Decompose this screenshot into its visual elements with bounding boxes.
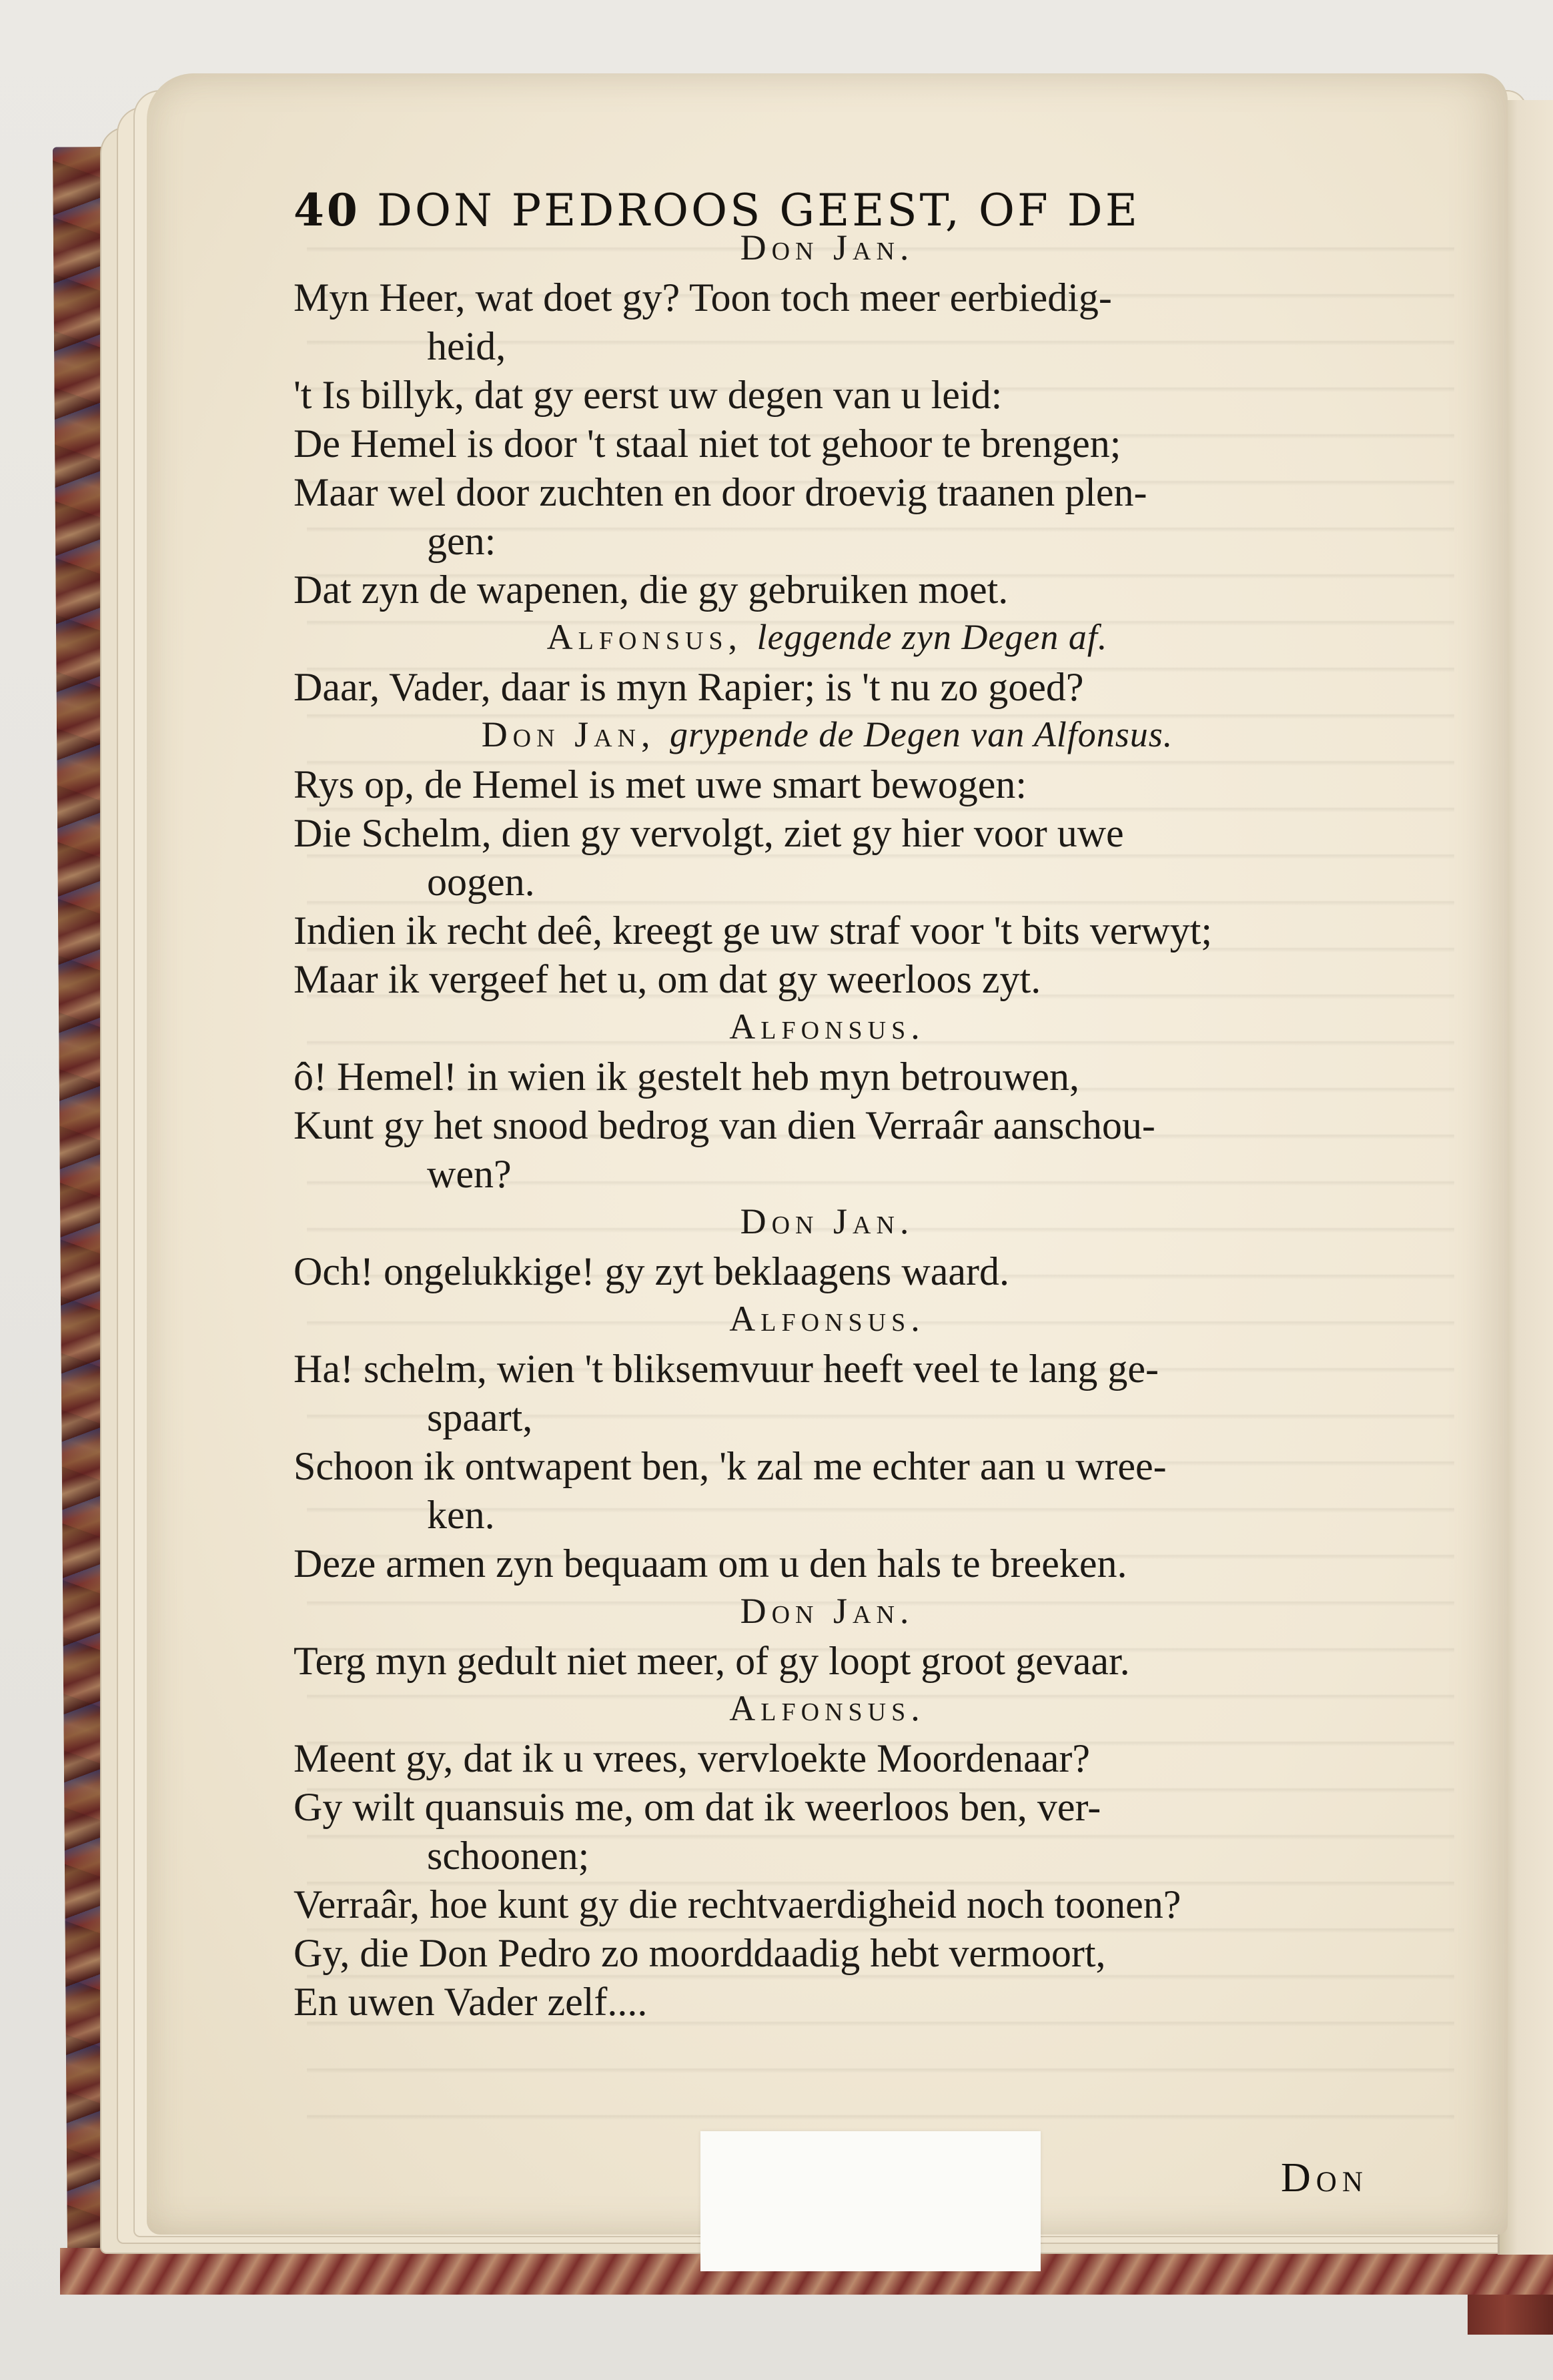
stage-direction: leggende zyn Degen af. <box>756 617 1108 657</box>
verse-continuation: schoonen; <box>427 1834 590 1878</box>
verse-line: Gy, die Don Pedro zo moorddaadig hebt vermoort, <box>294 1931 1106 1975</box>
speaker-name: Alfonsus. <box>729 1299 925 1339</box>
catchword: Don <box>1281 2155 1368 2201</box>
page-number: 40 <box>294 184 360 236</box>
verse-line: Maar wel door zuchten en door droevig traanen plen- <box>294 470 1147 514</box>
verse-line: Dat zyn de wapenen, die gy gebruiken moet. <box>294 568 1009 612</box>
verse-line: En uwen Vader zelf.... <box>294 1980 648 2024</box>
verse-line: Meent gy, dat ik u vrees, vervloekte Moordenaar? <box>294 1736 1090 1780</box>
verse-continuation: spaart, <box>427 1395 533 1439</box>
verse-continuation: wen? <box>427 1152 512 1196</box>
paper-label <box>700 2131 1041 2271</box>
speaker-name: Don Jan. <box>740 1201 915 1241</box>
speaker-heading <box>740 1201 915 1242</box>
verse-continuation: heid, <box>427 324 506 368</box>
verse-line: Verraâr, hoe kunt gy die rechtvaerdigheid noch toonen? <box>294 1882 1181 1926</box>
verse-line: Deze armen zyn bequaam om u den hals te breeken. <box>294 1542 1127 1586</box>
speaker-heading <box>740 227 915 268</box>
verse-line: 't Is billyk, dat gy eerst uw degen van u leid: <box>294 373 1003 417</box>
verse-line: Schoon ik ontwapent ben, 'k zal me echter aan u wree- <box>294 1444 1167 1488</box>
speaker-name: Don Jan, <box>481 714 656 754</box>
speaker-name: Don Jan. <box>740 227 915 267</box>
verse-line: Indien ik recht deê, kreegt ge uw straf voor 't bits verwyt; <box>294 909 1213 953</box>
speaker-name: Alfonsus. <box>729 1007 925 1047</box>
verse-line: Rys op, de Hemel is met uwe smart bewogen: <box>294 762 1027 806</box>
stage-direction: grypende de Degen van Alfonsus. <box>669 714 1173 754</box>
verse-line: Och! ongelukkige! gy zyt beklaagens waard. <box>294 1249 1009 1293</box>
verse-line: Daar, Vader, daar is myn Rapier; is 't nu zo goed? <box>294 665 1084 709</box>
speaker-heading <box>729 1006 925 1047</box>
play-text <box>294 180 1428 2175</box>
speaker-name: Don Jan. <box>740 1591 915 1631</box>
verse-line: De Hemel is door 't staal niet tot gehoor te brengen; <box>294 422 1121 466</box>
verse-line: ô! Hemel! in wien ik gestelt heb myn betrouwen, <box>294 1055 1080 1099</box>
speaker-name: Alfonsus. <box>729 1688 925 1728</box>
verse-continuation: ken. <box>427 1493 495 1537</box>
verse-line: Maar ik vergeef het u, om dat gy weerloos zyt. <box>294 957 1041 1001</box>
verse-line: Terg myn gedult niet meer, of gy loopt groot gevaar. <box>294 1639 1130 1683</box>
speaker-heading <box>547 616 1108 658</box>
verse-line: Die Schelm, dien gy vervolgt, ziet gy hier voor uwe <box>294 811 1124 855</box>
running-head-title: DON PEDROOS GEEST, OF DE <box>376 185 1140 236</box>
verse-continuation: gen: <box>427 519 496 563</box>
verse-line: Myn Heer, wat doet gy? Toon toch meer eerbiedig- <box>294 275 1112 320</box>
speaker-name: Alfonsus, <box>546 617 743 657</box>
speaker-heading <box>729 1688 925 1729</box>
verse-continuation: oogen. <box>427 860 535 904</box>
speaker-heading <box>729 1298 925 1339</box>
speaker-heading <box>482 714 1173 755</box>
speaker-heading <box>740 1590 915 1632</box>
verse-line: Kunt gy het snood bedrog van dien Verraâr aanschou- <box>294 1103 1155 1147</box>
verse-line: Gy wilt quansuis me, om dat ik weerloos ben, ver- <box>294 1785 1101 1829</box>
verse-line: Ha! schelm, wien 't bliksemvuur heeft veel te lang ge- <box>294 1347 1159 1391</box>
